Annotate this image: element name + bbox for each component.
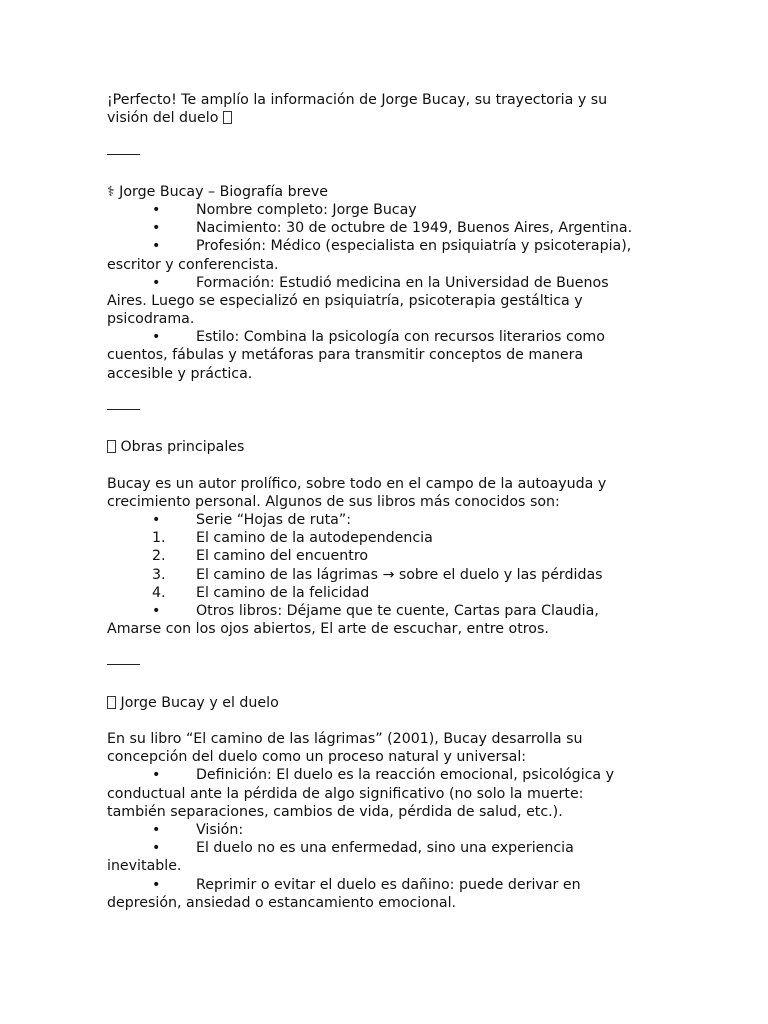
intro-line-1: ¡Perfecto! Te amplío la información de Jorge Bucay, su trayectoria y su bbox=[107, 92, 608, 108]
list-item: • El duelo no es una enfermedad, sino una experiencia bbox=[107, 839, 667, 857]
numbered-item: 3. El camino de las lágrimas → sobre el duelo y las pérdidas bbox=[152, 566, 603, 583]
missing-glyph-icon bbox=[223, 111, 232, 124]
separator-line bbox=[107, 409, 140, 411]
list-item-continuation: depresión, ansiedad o estancamiento emocional. bbox=[107, 894, 457, 911]
bullet: • bbox=[152, 821, 161, 838]
list-item: • Definición: El duelo es la reacción emocional, psicológica y bbox=[107, 766, 667, 784]
paragraph-line: crecimiento personal. Algunos de sus libros más conocidos son: bbox=[107, 493, 560, 510]
list-item-continuation: escritor y conferencista. bbox=[107, 256, 279, 273]
list-item-continuation: Amarse con los ojos abiertos, El arte de escuchar, entre otros. bbox=[107, 621, 549, 638]
missing-glyph-icon bbox=[107, 696, 116, 709]
numbered-item: 1. El camino de la autodependencia bbox=[152, 530, 433, 547]
numbered-item: 4. El camino de la felicidad bbox=[152, 584, 370, 601]
section-heading-obras: Obras principales bbox=[107, 438, 667, 456]
paragraph-line: En su libro “El camino de las lágrimas” (2001), Bucay desarrolla su bbox=[107, 731, 583, 747]
missing-glyph-icon bbox=[107, 440, 116, 453]
list-item: • Profesión: Médico (especialista en psiquiatría y psicoterapia), bbox=[107, 237, 667, 255]
list-item-continuation: inevitable. bbox=[107, 858, 182, 875]
bullet: • bbox=[152, 201, 161, 218]
list-item-continuation: cuentos, fábulas y metáforas para transmitir conceptos de manera bbox=[107, 347, 584, 364]
separator-line bbox=[107, 154, 140, 156]
list-item: • Otros libros: Déjame que te cuente, Cartas para Claudia, bbox=[107, 602, 667, 620]
document-page bbox=[107, 91, 667, 912]
bullet: • bbox=[152, 220, 161, 237]
list-item-continuation: también separaciones, cambios de vida, pérdida de salud, etc.). bbox=[107, 803, 563, 820]
intro-line-2 bbox=[107, 109, 667, 127]
section-heading-duelo: Jorge Bucay y el duelo bbox=[107, 694, 667, 712]
bullet: • bbox=[152, 511, 161, 528]
list-item: • Formación: Estudió medicina en la Universidad de Buenos bbox=[107, 274, 667, 292]
paragraph-line: concepción del duelo como un proceso natural y universal: bbox=[107, 749, 527, 766]
list-item-continuation: Aires. Luego se especializó en psiquiatría, psicoterapia gestáltica y bbox=[107, 292, 583, 309]
separator-line bbox=[107, 664, 140, 666]
bullet: • bbox=[152, 274, 161, 291]
list-item: • Nombre completo: Jorge Bucay bbox=[107, 201, 667, 219]
list-item-continuation: conductual ante la pérdida de algo significativo (no solo la muerte: bbox=[107, 785, 584, 802]
bullet: • bbox=[152, 840, 161, 857]
bullet: • bbox=[152, 329, 161, 346]
paragraph-line: Bucay es un autor prolífico, sobre todo en el campo de la autoayuda y bbox=[107, 475, 607, 492]
list-item: • Visión: bbox=[107, 821, 667, 839]
section-heading-biografia: ⚕ Jorge Bucay – Biografía breve bbox=[107, 183, 329, 200]
bullet: • bbox=[152, 238, 161, 255]
list-item: • Serie “Hojas de ruta”: bbox=[107, 511, 667, 529]
bullet: • bbox=[152, 767, 161, 784]
list-item: • Estilo: Combina la psicología con recursos literarios como bbox=[107, 328, 667, 346]
numbered-item: 2. El camino del encuentro bbox=[152, 548, 369, 565]
bullet: • bbox=[152, 876, 161, 893]
intro-line-2-text: visión del duelo bbox=[107, 110, 219, 127]
bullet: • bbox=[152, 602, 161, 619]
list-item-continuation: psicodrama. bbox=[107, 311, 195, 328]
list-item-continuation: accesible y práctica. bbox=[107, 365, 253, 382]
list-item: • Nacimiento: 30 de octubre de 1949, Buenos Aires, Argentina. bbox=[107, 219, 667, 237]
list-item: • Reprimir o evitar el duelo es dañino: puede derivar en bbox=[107, 876, 667, 894]
